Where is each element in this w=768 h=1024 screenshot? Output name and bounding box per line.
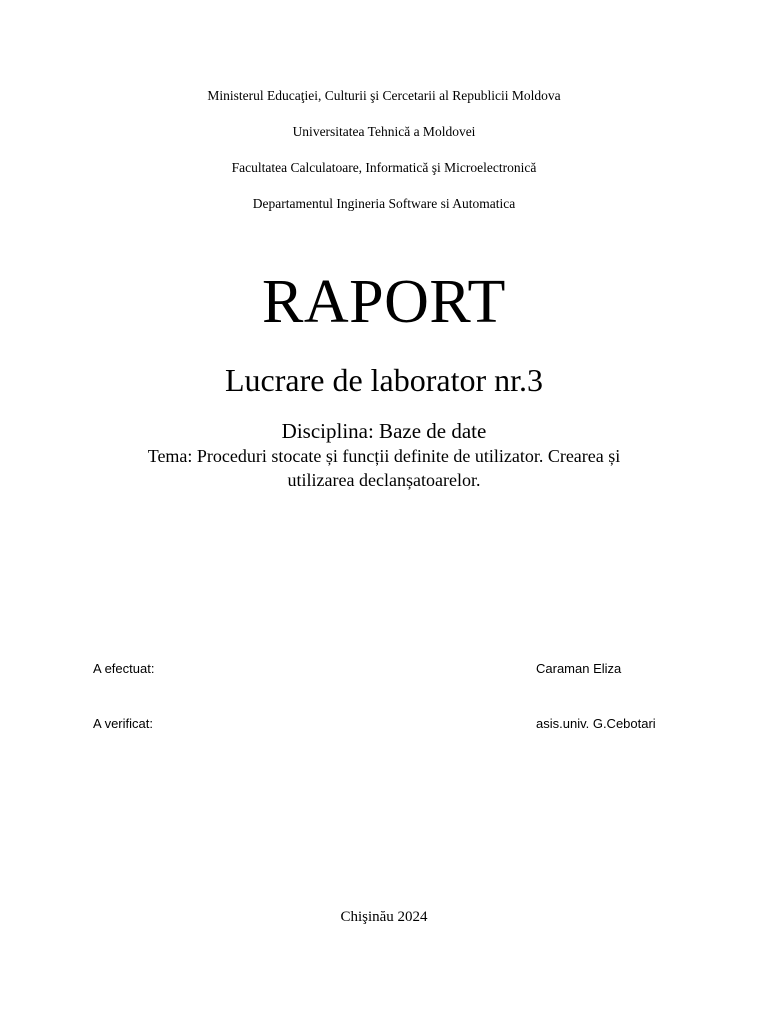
lab-work-subtitle: Lucrare de laborator nr.3	[224, 362, 544, 398]
performed-by-label: A efectuat:	[93, 661, 155, 676]
verified-by-label: A verificat:	[93, 716, 153, 731]
ministry-name: Ministerul Educaţiei, Culturii şi Cercetarii al Republicii Moldova	[207, 88, 561, 103]
faculty-name: Facultatea Calculatoare, Informatică şi Microelectronică	[231, 160, 537, 175]
discipline-line: Disciplina: Baze de date	[281, 419, 487, 443]
place-and-year: Chişinău 2024	[340, 909, 428, 925]
theme-line-1: Tema: Proceduri stocate și funcții definite de utilizator. Crearea și	[147, 446, 621, 466]
performed-by-name: Caraman Eliza	[536, 661, 622, 676]
department-name: Departamentul Ingineria Software si Automatica	[252, 196, 516, 211]
university-name: Universitatea Tehnică a Moldovei	[292, 124, 476, 139]
theme-line-2: utilizarea declanșatoarelor.	[287, 470, 481, 490]
report-title: RAPORT	[262, 268, 506, 336]
verified-by-name: asis.univ. G.Cebotari	[536, 716, 656, 731]
